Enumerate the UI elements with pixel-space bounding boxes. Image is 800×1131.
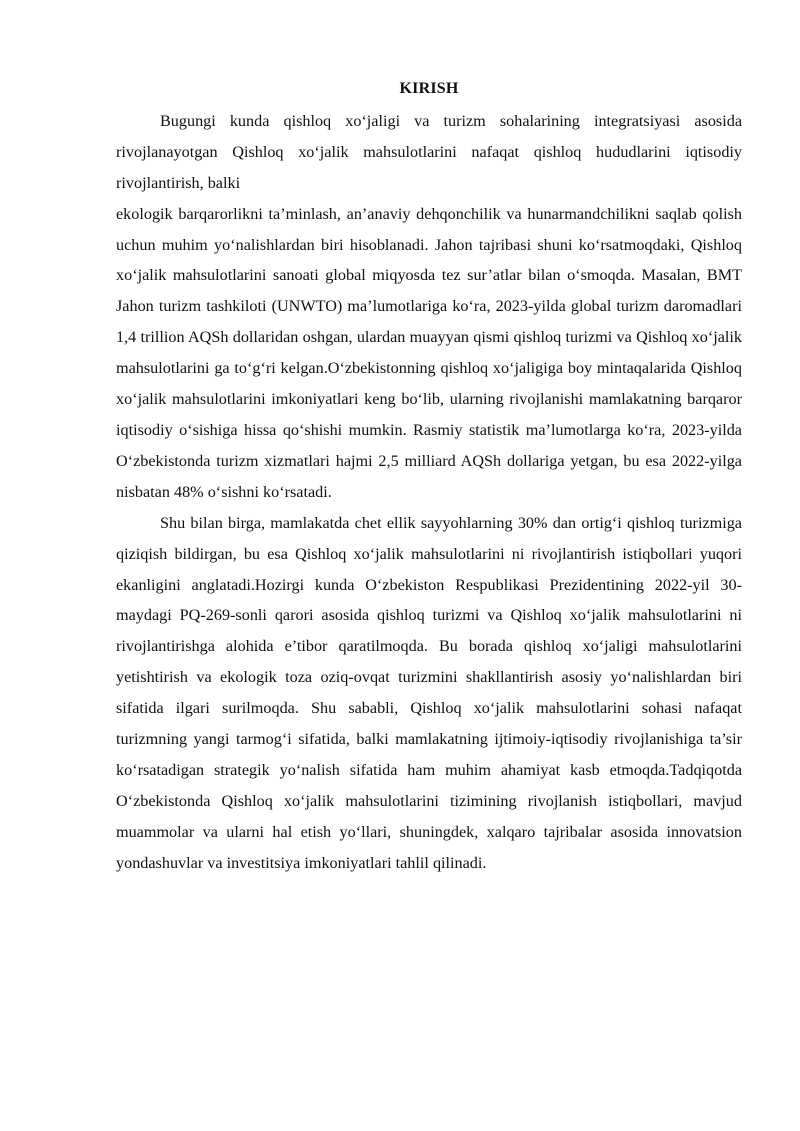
- document-body: [116, 74, 742, 879]
- section-title: KIRISH: [399, 80, 459, 97]
- paragraph-continuation: ekologik barqarorlikni ta’minlash, an’anaviy dehqonchilik va hunarmandchilikni saqlab qolish uchun muhim yo‘nalishlardan biri hisoblanadi. Jahon tajribasi shuni ko‘rsatmoqdaki, Qishloq xo‘jalik mahsulotlarini sanoati global miqyosda tez sur’atlar bilan o‘smoqda. Masalan, BMT Jahon turizm tashkiloti (UNWTO) ma’lumotlariga ko‘ra, 2023-yilda global turizm daromadlari 1,4 trillion AQSh dollaridan oshgan, ulardan muayyan qismi qishloq turizmi va Qishloq xo‘jalik mahsulotlarini ga to‘g‘ri kelgan.O‘zbekistonning qishloq xo‘jaligiga boy mintaqalarida Qishloq xo‘jalik mahsulotlarini imkoniyatlari keng bo‘lib, ularning rivojlanishi mamlakatning barqaror iqtisodiy o‘sishiga hissa qo‘shishi mumkin. Rasmiy statistik ma’lumotlarga ko‘ra, 2023-yilda O‘zbekistonda turizm xizmatlari hajmi 2,5 milliard AQSh dollariga yetgan, bu esa 2022-yilga nisbatan 48% o‘sishni ko‘rsatadi.: [116, 204, 742, 501]
- paragraph-intro: Bugungi kunda qishloq xo‘jaligi va turizm sohalarining integratsiyasi asosida rivojlanayotgan Qishloq xo‘jalik mahsulotlarini nafaqat qishloq hududlarini iqtisodiy rivojlantirish, balki: [116, 111, 742, 192]
- paragraph-second: Shu bilan birga, mamlakatda chet ellik sayyohlarning 30% dan ortig‘i qishloq turizmiga qiziqish bildirgan, bu esa Qishloq xo‘jalik mahsulotlarini ni rivojlantirish istiqbollari yuqori ekanligini anglatadi.Hozirgi kunda O‘zbekiston Respublikasi Prezidentining 2022-yil 30-maydagi PQ-269-sonli qarori asosida qishloq turizmi va Qishloq xo‘jalik mahsulotlarini ni rivojlantirishga alohida e’tibor qaratilmoqda. Bu borada qishloq xo‘jaligi mahsulotlarini yetishtirish va ekologik toza oziq-ovqat turizmini shakllantirish asosiy yo‘nalishlardan biri sifatida ilgari surilmoqda. Shu sababli, Qishloq xo‘jalik mahsulotlarini sohasi nafaqat turizmning yangi tarmog‘i sifatida, balki mamlakatning ijtimoiy-iqtisodiy rivojlanishiga ta’sir ko‘rsatadigan strategik yo‘nalish sifatida ham muhim ahamiyat kasb etmoqda.Tadqiqotda O‘zbekistonda Qishloq xo‘jalik mahsulotlarini tizimining rivojlanish istiqbollari, mavjud muammolar va ularni hal etish yo‘llari, shuningdek, xalqaro tajribalar asosida innovatsion yondashuvlar va investitsiya imkoniyatlari tahlil qilinadi.: [116, 513, 742, 872]
